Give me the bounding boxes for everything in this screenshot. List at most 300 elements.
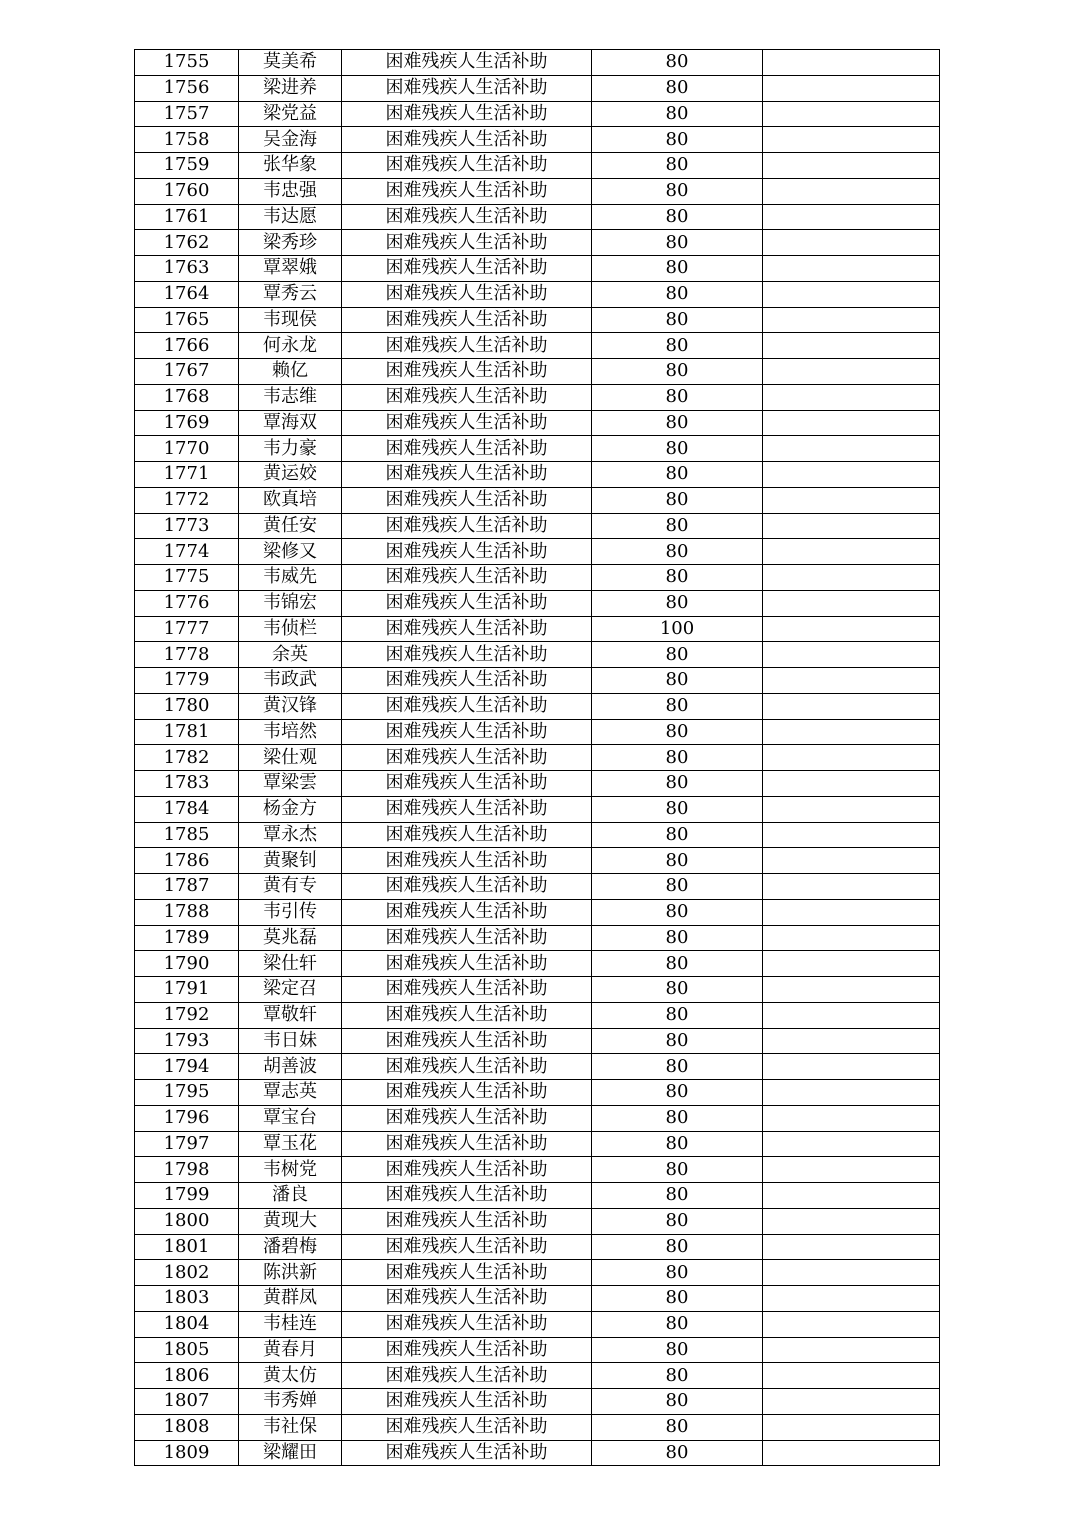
table-row bbox=[135, 384, 940, 410]
remark-cell bbox=[763, 513, 940, 539]
remark-cell bbox=[763, 333, 940, 359]
remark-cell bbox=[763, 1414, 940, 1440]
subsidy-item-cell: 困难残疾人生活补助 bbox=[342, 616, 592, 642]
table-row bbox=[135, 307, 940, 333]
recipient-name-cell: 张华象 bbox=[239, 153, 342, 179]
remark-cell bbox=[763, 565, 940, 591]
amount-cell: 80 bbox=[592, 1363, 763, 1389]
amount-cell: 80 bbox=[592, 1105, 763, 1131]
recipient-name-cell: 吴金海 bbox=[239, 127, 342, 153]
table-row bbox=[135, 668, 940, 694]
table-row bbox=[135, 1105, 940, 1131]
subsidy-item-cell: 困难残疾人生活补助 bbox=[342, 513, 592, 539]
row-number-cell: 1794 bbox=[135, 1054, 239, 1080]
table-row bbox=[135, 359, 940, 385]
remark-cell bbox=[763, 1183, 940, 1209]
table-row bbox=[135, 101, 940, 127]
recipient-name-cell: 梁修又 bbox=[239, 539, 342, 565]
amount-cell: 80 bbox=[592, 1157, 763, 1183]
table-row bbox=[135, 874, 940, 900]
table-row bbox=[135, 462, 940, 488]
row-number-cell: 1758 bbox=[135, 127, 239, 153]
table-row bbox=[135, 771, 940, 797]
table-row bbox=[135, 565, 940, 591]
row-number-cell: 1780 bbox=[135, 693, 239, 719]
table-row bbox=[135, 487, 940, 513]
row-number-cell: 1769 bbox=[135, 410, 239, 436]
amount-cell: 80 bbox=[592, 1260, 763, 1286]
row-number-cell: 1781 bbox=[135, 719, 239, 745]
recipient-name-cell: 覃梁雲 bbox=[239, 771, 342, 797]
remark-cell bbox=[763, 1337, 940, 1363]
subsidy-item-cell: 困难残疾人生活补助 bbox=[342, 436, 592, 462]
table-row bbox=[135, 1131, 940, 1157]
amount-cell: 80 bbox=[592, 333, 763, 359]
row-number-cell: 1800 bbox=[135, 1208, 239, 1234]
amount-cell: 80 bbox=[592, 977, 763, 1003]
table-row bbox=[135, 822, 940, 848]
recipient-name-cell: 黄有专 bbox=[239, 874, 342, 900]
amount-cell: 80 bbox=[592, 1389, 763, 1415]
remark-cell bbox=[763, 462, 940, 488]
table-row bbox=[135, 796, 940, 822]
amount-cell: 80 bbox=[592, 487, 763, 513]
amount-cell: 80 bbox=[592, 848, 763, 874]
row-number-cell: 1788 bbox=[135, 899, 239, 925]
recipient-name-cell: 韦政武 bbox=[239, 668, 342, 694]
amount-cell: 80 bbox=[592, 925, 763, 951]
remark-cell bbox=[763, 359, 940, 385]
row-number-cell: 1808 bbox=[135, 1414, 239, 1440]
amount-cell: 80 bbox=[592, 307, 763, 333]
amount-cell: 80 bbox=[592, 1028, 763, 1054]
amount-cell: 80 bbox=[592, 178, 763, 204]
row-number-cell: 1809 bbox=[135, 1440, 239, 1466]
row-number-cell: 1789 bbox=[135, 925, 239, 951]
recipient-name-cell: 胡善波 bbox=[239, 1054, 342, 1080]
recipient-name-cell: 韦引传 bbox=[239, 899, 342, 925]
amount-cell: 80 bbox=[592, 899, 763, 925]
table-row bbox=[135, 127, 940, 153]
subsidy-item-cell: 困难残疾人生活补助 bbox=[342, 719, 592, 745]
subsidy-item-cell: 困难残疾人生活补助 bbox=[342, 1131, 592, 1157]
subsidy-item-cell: 困难残疾人生活补助 bbox=[342, 1208, 592, 1234]
subsidy-item-cell: 困难残疾人生活补助 bbox=[342, 1028, 592, 1054]
subsidy-item-cell: 困难残疾人生活补助 bbox=[342, 1157, 592, 1183]
subsidy-item-cell: 困难残疾人生活补助 bbox=[342, 565, 592, 591]
recipient-name-cell: 梁党益 bbox=[239, 101, 342, 127]
subsidy-item-cell: 困难残疾人生活补助 bbox=[342, 1105, 592, 1131]
recipient-name-cell: 黄群凤 bbox=[239, 1286, 342, 1312]
recipient-name-cell: 韦现侯 bbox=[239, 307, 342, 333]
subsidy-item-cell: 困难残疾人生活补助 bbox=[342, 1414, 592, 1440]
remark-cell bbox=[763, 1002, 940, 1028]
recipient-name-cell: 黄汉锋 bbox=[239, 693, 342, 719]
amount-cell: 80 bbox=[592, 1054, 763, 1080]
amount-cell: 80 bbox=[592, 50, 763, 76]
row-number-cell: 1777 bbox=[135, 616, 239, 642]
amount-cell: 80 bbox=[592, 101, 763, 127]
table-row bbox=[135, 75, 940, 101]
row-number-cell: 1764 bbox=[135, 281, 239, 307]
recipient-name-cell: 黄运姣 bbox=[239, 462, 342, 488]
row-number-cell: 1799 bbox=[135, 1183, 239, 1209]
recipient-name-cell: 覃翠娥 bbox=[239, 256, 342, 282]
subsidy-item-cell: 困难残疾人生活补助 bbox=[342, 1260, 592, 1286]
row-number-cell: 1803 bbox=[135, 1286, 239, 1312]
amount-cell: 80 bbox=[592, 75, 763, 101]
remark-cell bbox=[763, 1080, 940, 1106]
amount-cell: 80 bbox=[592, 230, 763, 256]
row-number-cell: 1759 bbox=[135, 153, 239, 179]
remark-cell bbox=[763, 384, 940, 410]
remark-cell bbox=[763, 1311, 940, 1337]
table-row bbox=[135, 925, 940, 951]
remark-cell bbox=[763, 1234, 940, 1260]
recipient-name-cell: 赖亿 bbox=[239, 359, 342, 385]
subsidy-item-cell: 困难残疾人生活补助 bbox=[342, 127, 592, 153]
recipient-name-cell: 韦桂连 bbox=[239, 1311, 342, 1337]
subsidy-table bbox=[134, 49, 940, 1466]
subsidy-item-cell: 困难残疾人生活补助 bbox=[342, 101, 592, 127]
table-row bbox=[135, 281, 940, 307]
row-number-cell: 1763 bbox=[135, 256, 239, 282]
subsidy-item-cell: 困难残疾人生活补助 bbox=[342, 333, 592, 359]
recipient-name-cell: 梁仕观 bbox=[239, 745, 342, 771]
subsidy-item-cell: 困难残疾人生活补助 bbox=[342, 1311, 592, 1337]
row-number-cell: 1795 bbox=[135, 1080, 239, 1106]
recipient-name-cell: 莫美希 bbox=[239, 50, 342, 76]
remark-cell bbox=[763, 977, 940, 1003]
row-number-cell: 1784 bbox=[135, 796, 239, 822]
amount-cell: 80 bbox=[592, 1002, 763, 1028]
row-number-cell: 1805 bbox=[135, 1337, 239, 1363]
recipient-name-cell: 韦忠强 bbox=[239, 178, 342, 204]
remark-cell bbox=[763, 719, 940, 745]
recipient-name-cell: 韦秀婵 bbox=[239, 1389, 342, 1415]
table-row bbox=[135, 256, 940, 282]
remark-cell bbox=[763, 1028, 940, 1054]
table-row bbox=[135, 204, 940, 230]
subsidy-item-cell: 困难残疾人生活补助 bbox=[342, 668, 592, 694]
table-row bbox=[135, 410, 940, 436]
recipient-name-cell: 覃永杰 bbox=[239, 822, 342, 848]
subsidy-item-cell: 困难残疾人生活补助 bbox=[342, 50, 592, 76]
row-number-cell: 1761 bbox=[135, 204, 239, 230]
remark-cell bbox=[763, 925, 940, 951]
subsidy-item-cell: 困难残疾人生活补助 bbox=[342, 1002, 592, 1028]
row-number-cell: 1797 bbox=[135, 1131, 239, 1157]
remark-cell bbox=[763, 436, 940, 462]
subsidy-item-cell: 困难残疾人生活补助 bbox=[342, 281, 592, 307]
subsidy-item-cell: 困难残疾人生活补助 bbox=[342, 642, 592, 668]
table-row bbox=[135, 642, 940, 668]
table-row bbox=[135, 1337, 940, 1363]
remark-cell bbox=[763, 1208, 940, 1234]
row-number-cell: 1807 bbox=[135, 1389, 239, 1415]
row-number-cell: 1767 bbox=[135, 359, 239, 385]
subsidy-item-cell: 困难残疾人生活补助 bbox=[342, 462, 592, 488]
subsidy-item-cell: 困难残疾人生活补助 bbox=[342, 848, 592, 874]
subsidy-item-cell: 困难残疾人生活补助 bbox=[342, 1389, 592, 1415]
subsidy-item-cell: 困难残疾人生活补助 bbox=[342, 590, 592, 616]
row-number-cell: 1804 bbox=[135, 1311, 239, 1337]
subsidy-item-cell: 困难残疾人生活补助 bbox=[342, 1440, 592, 1466]
remark-cell bbox=[763, 668, 940, 694]
table-row bbox=[135, 539, 940, 565]
remark-cell bbox=[763, 487, 940, 513]
remark-cell bbox=[763, 1131, 940, 1157]
row-number-cell: 1796 bbox=[135, 1105, 239, 1131]
remark-cell bbox=[763, 50, 940, 76]
subsidy-item-cell: 困难残疾人生活补助 bbox=[342, 359, 592, 385]
remark-cell bbox=[763, 1440, 940, 1466]
amount-cell: 80 bbox=[592, 1440, 763, 1466]
subsidy-item-cell: 困难残疾人生活补助 bbox=[342, 822, 592, 848]
amount-cell: 80 bbox=[592, 874, 763, 900]
amount-cell: 80 bbox=[592, 436, 763, 462]
subsidy-item-cell: 困难残疾人生活补助 bbox=[342, 925, 592, 951]
amount-cell: 80 bbox=[592, 719, 763, 745]
remark-cell bbox=[763, 1105, 940, 1131]
recipient-name-cell: 韦树党 bbox=[239, 1157, 342, 1183]
subsidy-item-cell: 困难残疾人生活补助 bbox=[342, 384, 592, 410]
amount-cell: 80 bbox=[592, 1208, 763, 1234]
remark-cell bbox=[763, 796, 940, 822]
recipient-name-cell: 黄任安 bbox=[239, 513, 342, 539]
subsidy-item-cell: 困难残疾人生活补助 bbox=[342, 410, 592, 436]
row-number-cell: 1760 bbox=[135, 178, 239, 204]
table-row bbox=[135, 1183, 940, 1209]
recipient-name-cell: 韦日妹 bbox=[239, 1028, 342, 1054]
table-row bbox=[135, 899, 940, 925]
recipient-name-cell: 梁定召 bbox=[239, 977, 342, 1003]
recipient-name-cell: 余英 bbox=[239, 642, 342, 668]
recipient-name-cell: 梁秀珍 bbox=[239, 230, 342, 256]
recipient-name-cell: 覃秀云 bbox=[239, 281, 342, 307]
table-row bbox=[135, 1002, 940, 1028]
table-row bbox=[135, 1054, 940, 1080]
subsidy-item-cell: 困难残疾人生活补助 bbox=[342, 539, 592, 565]
amount-cell: 80 bbox=[592, 153, 763, 179]
amount-cell: 80 bbox=[592, 1286, 763, 1312]
amount-cell: 80 bbox=[592, 1337, 763, 1363]
table-row bbox=[135, 1260, 940, 1286]
remark-cell bbox=[763, 1286, 940, 1312]
row-number-cell: 1802 bbox=[135, 1260, 239, 1286]
amount-cell: 80 bbox=[592, 384, 763, 410]
subsidy-item-cell: 困难残疾人生活补助 bbox=[342, 951, 592, 977]
subsidy-item-cell: 困难残疾人生活补助 bbox=[342, 178, 592, 204]
row-number-cell: 1782 bbox=[135, 745, 239, 771]
row-number-cell: 1771 bbox=[135, 462, 239, 488]
recipient-name-cell: 韦力豪 bbox=[239, 436, 342, 462]
row-number-cell: 1785 bbox=[135, 822, 239, 848]
subsidy-item-cell: 困难残疾人生活补助 bbox=[342, 1363, 592, 1389]
table-row bbox=[135, 178, 940, 204]
amount-cell: 80 bbox=[592, 1183, 763, 1209]
recipient-name-cell: 黄聚钊 bbox=[239, 848, 342, 874]
table-row bbox=[135, 719, 940, 745]
subsidy-item-cell: 困难残疾人生活补助 bbox=[342, 1234, 592, 1260]
table-row bbox=[135, 590, 940, 616]
recipient-name-cell: 陈洪新 bbox=[239, 1260, 342, 1286]
amount-cell: 80 bbox=[592, 1414, 763, 1440]
subsidy-item-cell: 困难残疾人生活补助 bbox=[342, 796, 592, 822]
row-number-cell: 1793 bbox=[135, 1028, 239, 1054]
subsidy-item-cell: 困难残疾人生活补助 bbox=[342, 874, 592, 900]
amount-cell: 80 bbox=[592, 359, 763, 385]
table-row bbox=[135, 745, 940, 771]
remark-cell bbox=[763, 256, 940, 282]
remark-cell bbox=[763, 771, 940, 797]
subsidy-item-cell: 困难残疾人生活补助 bbox=[342, 1337, 592, 1363]
remark-cell bbox=[763, 410, 940, 436]
remark-cell bbox=[763, 899, 940, 925]
remark-cell bbox=[763, 951, 940, 977]
subsidy-item-cell: 困难残疾人生活补助 bbox=[342, 230, 592, 256]
remark-cell bbox=[763, 745, 940, 771]
recipient-name-cell: 韦达愿 bbox=[239, 204, 342, 230]
row-number-cell: 1772 bbox=[135, 487, 239, 513]
recipient-name-cell: 韦志维 bbox=[239, 384, 342, 410]
recipient-name-cell: 黄现大 bbox=[239, 1208, 342, 1234]
table-row bbox=[135, 333, 940, 359]
table-row bbox=[135, 1414, 940, 1440]
recipient-name-cell: 莫兆磊 bbox=[239, 925, 342, 951]
remark-cell bbox=[763, 616, 940, 642]
recipient-name-cell: 韦威先 bbox=[239, 565, 342, 591]
recipient-name-cell: 杨金方 bbox=[239, 796, 342, 822]
amount-cell: 80 bbox=[592, 1131, 763, 1157]
row-number-cell: 1783 bbox=[135, 771, 239, 797]
remark-cell bbox=[763, 1054, 940, 1080]
row-number-cell: 1790 bbox=[135, 951, 239, 977]
remark-cell bbox=[763, 693, 940, 719]
recipient-name-cell: 黄春月 bbox=[239, 1337, 342, 1363]
row-number-cell: 1775 bbox=[135, 565, 239, 591]
row-number-cell: 1774 bbox=[135, 539, 239, 565]
row-number-cell: 1778 bbox=[135, 642, 239, 668]
table-row bbox=[135, 1234, 940, 1260]
table-row bbox=[135, 1311, 940, 1337]
recipient-name-cell: 韦培然 bbox=[239, 719, 342, 745]
table-row bbox=[135, 436, 940, 462]
amount-cell: 80 bbox=[592, 1080, 763, 1106]
row-number-cell: 1773 bbox=[135, 513, 239, 539]
recipient-name-cell: 覃海双 bbox=[239, 410, 342, 436]
remark-cell bbox=[763, 281, 940, 307]
row-number-cell: 1798 bbox=[135, 1157, 239, 1183]
amount-cell: 80 bbox=[592, 204, 763, 230]
table-row bbox=[135, 1208, 940, 1234]
row-number-cell: 1779 bbox=[135, 668, 239, 694]
table-row bbox=[135, 153, 940, 179]
recipient-name-cell: 潘良 bbox=[239, 1183, 342, 1209]
table-row bbox=[135, 1363, 940, 1389]
remark-cell bbox=[763, 848, 940, 874]
subsidy-item-cell: 困难残疾人生活补助 bbox=[342, 307, 592, 333]
subsidy-item-cell: 困难残疾人生活补助 bbox=[342, 487, 592, 513]
remark-cell bbox=[763, 1389, 940, 1415]
table-row bbox=[135, 977, 940, 1003]
table-row bbox=[135, 50, 940, 76]
remark-cell bbox=[763, 590, 940, 616]
row-number-cell: 1806 bbox=[135, 1363, 239, 1389]
amount-cell: 80 bbox=[592, 771, 763, 797]
remark-cell bbox=[763, 822, 940, 848]
recipient-name-cell: 欧真培 bbox=[239, 487, 342, 513]
table-row bbox=[135, 230, 940, 256]
subsidy-item-cell: 困难残疾人生活补助 bbox=[342, 745, 592, 771]
subsidy-table-body bbox=[135, 50, 940, 1466]
recipient-name-cell: 覃宝台 bbox=[239, 1105, 342, 1131]
remark-cell bbox=[763, 539, 940, 565]
recipient-name-cell: 梁耀田 bbox=[239, 1440, 342, 1466]
amount-cell: 80 bbox=[592, 822, 763, 848]
row-number-cell: 1801 bbox=[135, 1234, 239, 1260]
remark-cell bbox=[763, 153, 940, 179]
amount-cell: 80 bbox=[592, 693, 763, 719]
amount-cell: 80 bbox=[592, 410, 763, 436]
remark-cell bbox=[763, 127, 940, 153]
row-number-cell: 1755 bbox=[135, 50, 239, 76]
row-number-cell: 1787 bbox=[135, 874, 239, 900]
row-number-cell: 1756 bbox=[135, 75, 239, 101]
row-number-cell: 1762 bbox=[135, 230, 239, 256]
table-row bbox=[135, 616, 940, 642]
table-row bbox=[135, 513, 940, 539]
remark-cell bbox=[763, 642, 940, 668]
subsidy-item-cell: 困难残疾人生活补助 bbox=[342, 771, 592, 797]
recipient-name-cell: 覃敬轩 bbox=[239, 1002, 342, 1028]
amount-cell: 80 bbox=[592, 796, 763, 822]
remark-cell bbox=[763, 178, 940, 204]
row-number-cell: 1766 bbox=[135, 333, 239, 359]
row-number-cell: 1757 bbox=[135, 101, 239, 127]
recipient-name-cell: 韦社保 bbox=[239, 1414, 342, 1440]
remark-cell bbox=[763, 204, 940, 230]
table-row bbox=[135, 1028, 940, 1054]
subsidy-item-cell: 困难残疾人生活补助 bbox=[342, 693, 592, 719]
recipient-name-cell: 梁仕轩 bbox=[239, 951, 342, 977]
amount-cell: 80 bbox=[592, 565, 763, 591]
amount-cell: 80 bbox=[592, 590, 763, 616]
table-row bbox=[135, 1389, 940, 1415]
row-number-cell: 1792 bbox=[135, 1002, 239, 1028]
amount-cell: 80 bbox=[592, 513, 763, 539]
amount-cell: 80 bbox=[592, 281, 763, 307]
amount-cell: 80 bbox=[592, 127, 763, 153]
remark-cell bbox=[763, 101, 940, 127]
row-number-cell: 1770 bbox=[135, 436, 239, 462]
subsidy-item-cell: 困难残疾人生活补助 bbox=[342, 977, 592, 1003]
recipient-name-cell: 何永龙 bbox=[239, 333, 342, 359]
table-row bbox=[135, 693, 940, 719]
remark-cell bbox=[763, 874, 940, 900]
table-row bbox=[135, 848, 940, 874]
subsidy-item-cell: 困难残疾人生活补助 bbox=[342, 256, 592, 282]
remark-cell bbox=[763, 230, 940, 256]
recipient-name-cell: 韦锦宏 bbox=[239, 590, 342, 616]
remark-cell bbox=[763, 1260, 940, 1286]
recipient-name-cell: 韦侦栏 bbox=[239, 616, 342, 642]
subsidy-item-cell: 困难残疾人生活补助 bbox=[342, 1054, 592, 1080]
amount-cell: 80 bbox=[592, 1311, 763, 1337]
amount-cell: 80 bbox=[592, 668, 763, 694]
row-number-cell: 1786 bbox=[135, 848, 239, 874]
amount-cell: 80 bbox=[592, 642, 763, 668]
